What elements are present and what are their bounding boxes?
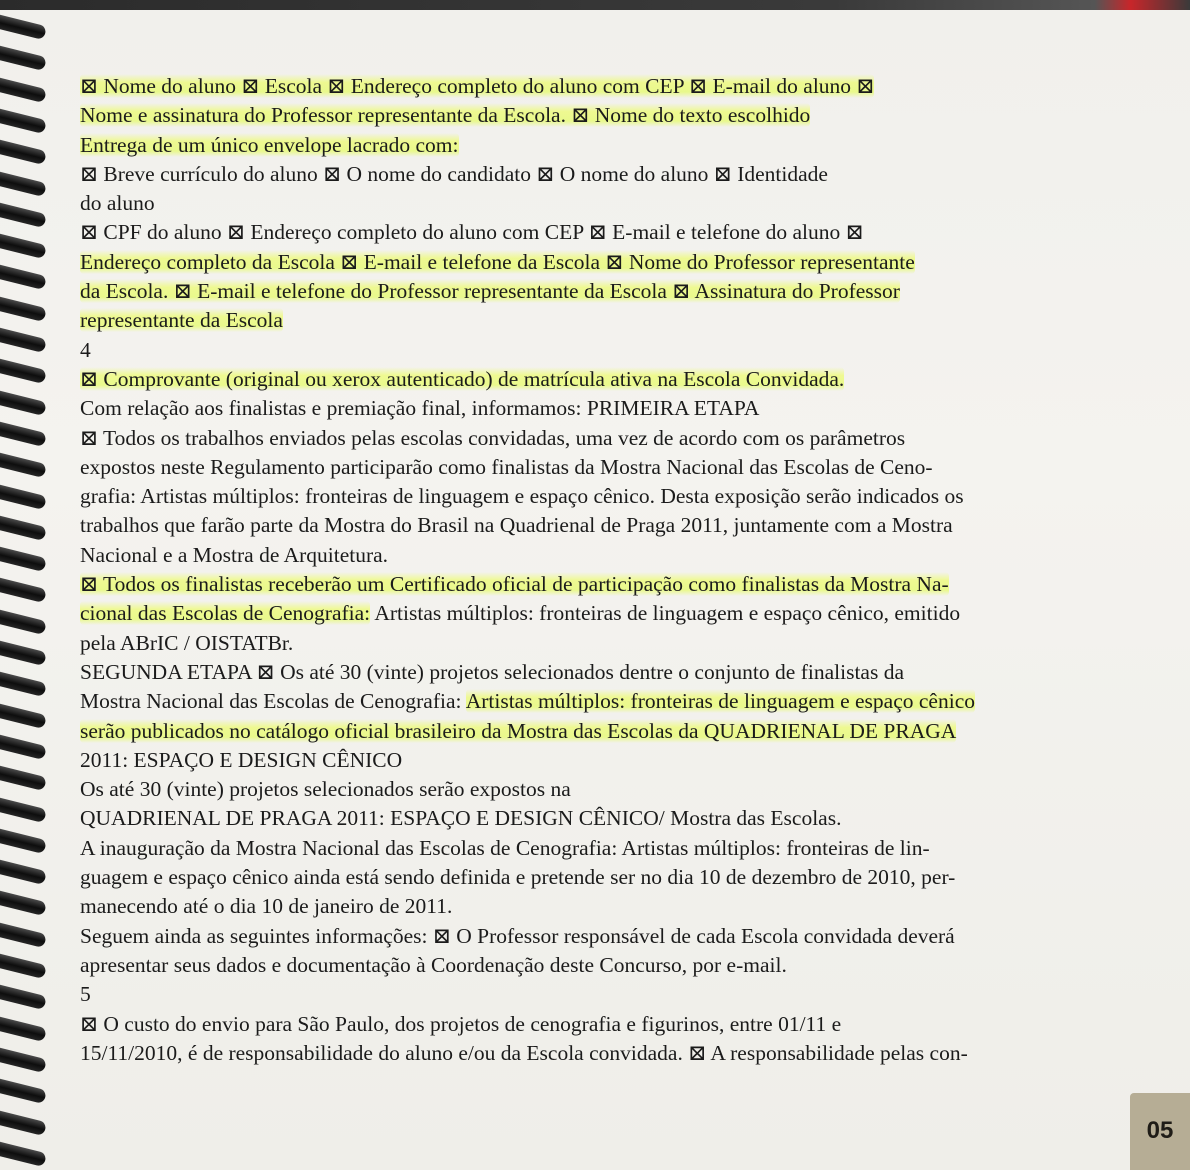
text-segment: do aluno bbox=[80, 191, 155, 216]
text-line bbox=[80, 511, 1120, 540]
text-line bbox=[80, 804, 1120, 833]
text-segment: SEGUNDA ETAPA ⊠ Os até 30 (vinte) projetos selecionados dentre o conjunto de finalistas da bbox=[80, 659, 904, 684]
text-line bbox=[80, 160, 1120, 189]
text-line bbox=[80, 541, 1120, 570]
spiral-ring bbox=[0, 14, 47, 40]
page-number: 05 bbox=[1146, 1117, 1174, 1144]
spiral-ring bbox=[0, 546, 47, 572]
text-line bbox=[80, 834, 1120, 863]
spiral-ring bbox=[0, 1141, 47, 1167]
spiral-ring bbox=[0, 139, 47, 165]
text-segment: A inauguração da Mostra Nacional das Escolas de Cenografia: Artistas múltiplos: fronteiras de lin- bbox=[80, 835, 930, 860]
page-number-badge bbox=[1130, 1093, 1190, 1170]
text-line bbox=[80, 863, 1120, 892]
spiral-ring bbox=[0, 953, 47, 979]
spiral-ring bbox=[0, 1016, 47, 1042]
text-line bbox=[80, 101, 1120, 130]
text-segment: QUADRIENAL DE PRAGA 2011: ESPAÇO E DESIGN CÊNICO/ Mostra das Escolas. bbox=[80, 806, 842, 831]
spiral-ring bbox=[0, 77, 47, 103]
text-line bbox=[80, 482, 1120, 511]
spiral-ring bbox=[0, 671, 47, 697]
text-line bbox=[80, 72, 1120, 101]
text-segment: manecendo até o dia 10 de janeiro de 2011. bbox=[80, 894, 453, 919]
text-segment: ⊠ Todos os trabalhos enviados pelas escolas convidadas, uma vez de acordo com os parâmetros bbox=[80, 425, 906, 450]
spiral-ring bbox=[0, 358, 47, 384]
text-segment: pela ABrIC / OISTATBr. bbox=[80, 630, 294, 655]
text-segment: ⊠ CPF do aluno ⊠ Endereço completo do aluno com CEP ⊠ E-mail e telefone do aluno ⊠ bbox=[80, 220, 864, 245]
spiral-ring bbox=[0, 890, 47, 916]
highlighted-text: Artistas múltiplos: fronteiras de linguagem e espaço cênico bbox=[465, 689, 975, 714]
text-segment: 15/11/2010, é de responsabilidade do aluno e/ou da Escola convidada. ⊠ A responsabilidade pelas con- bbox=[80, 1040, 968, 1065]
text-segment: apresentar seus dados e documentação à Coordenação deste Concurso, por e-mail. bbox=[80, 952, 787, 977]
text-segment: Os até 30 (vinte) projetos selecionados serão expostos na bbox=[80, 777, 571, 802]
text-segment: Nacional e a Mostra de Arquitetura. bbox=[80, 542, 389, 567]
spiral-ring bbox=[0, 452, 47, 478]
spiral-ring bbox=[0, 828, 47, 854]
text-segment: Com relação aos finalistas e premiação final, informamos: PRIMEIRA ETAPA bbox=[80, 396, 760, 421]
spiral-ring bbox=[0, 327, 47, 353]
spiral-ring bbox=[0, 640, 47, 666]
text-line bbox=[80, 570, 1120, 599]
text-line bbox=[80, 892, 1120, 921]
text-line bbox=[80, 277, 1120, 306]
spiral-ring bbox=[0, 515, 47, 541]
text-line bbox=[80, 248, 1120, 277]
spiral-ring bbox=[0, 108, 47, 134]
spiral-ring bbox=[0, 922, 47, 948]
spiral-ring bbox=[0, 390, 47, 416]
spiral-ring bbox=[0, 796, 47, 822]
text-line bbox=[80, 951, 1120, 980]
text-line bbox=[80, 746, 1120, 775]
text-segment: grafia: Artistas múltiplos: fronteiras de linguagem e espaço cênico. Desta exposição serão indicados os bbox=[80, 484, 964, 509]
spiral-ring bbox=[0, 1078, 47, 1104]
top-edge bbox=[0, 0, 1190, 10]
spiral-ring bbox=[0, 483, 47, 509]
text-line bbox=[80, 1010, 1120, 1039]
spiral-binding bbox=[0, 10, 70, 1170]
highlighted-text: cional das Escolas de Cenografia: bbox=[80, 601, 371, 626]
spiral-ring bbox=[0, 577, 47, 603]
text-segment: 2011: ESPAÇO E DESIGN CÊNICO bbox=[80, 747, 403, 772]
text-line bbox=[80, 658, 1120, 687]
text-line bbox=[80, 599, 1120, 628]
highlighted-text: serão publicados no catálogo oficial brasileiro da Mostra das Escolas da QUADRIENAL DE PRAGA bbox=[80, 718, 957, 743]
text-line bbox=[80, 629, 1120, 658]
highlighted-text: Nome e assinatura do Professor representante da Escola. ⊠ Nome do texto escolhido bbox=[80, 103, 811, 128]
spiral-ring bbox=[0, 1109, 47, 1135]
highlighted-text: ⊠ Comprovante (original ou xerox autenticado) de matrícula ativa na Escola Convidada. bbox=[80, 366, 845, 391]
text-line bbox=[80, 775, 1120, 804]
highlighted-text: ⊠ Todos os finalistas receberão um Certificado oficial de participação como finalistas da Mostra Na- bbox=[80, 572, 949, 597]
text-line bbox=[80, 424, 1120, 453]
spiral-ring bbox=[0, 421, 47, 447]
text-line bbox=[80, 1039, 1120, 1068]
text-line bbox=[80, 687, 1120, 716]
text-line bbox=[80, 306, 1120, 335]
text-line bbox=[80, 922, 1120, 951]
highlighted-text: Entrega de um único envelope lacrado com: bbox=[80, 132, 459, 157]
spiral-ring bbox=[0, 765, 47, 791]
spiral-ring bbox=[0, 984, 47, 1010]
text-line bbox=[80, 453, 1120, 482]
text-line bbox=[80, 189, 1120, 218]
text-segment: 4 bbox=[80, 337, 91, 362]
text-segment: Artistas múltiplos: fronteiras de linguagem e espaço cênico, emitido bbox=[370, 601, 961, 626]
text-segment: ⊠ Breve currículo do aluno ⊠ O nome do candidato ⊠ O nome do aluno ⊠ Identidade bbox=[80, 161, 828, 186]
text-line bbox=[80, 131, 1120, 160]
text-line bbox=[80, 394, 1120, 423]
text-segment: guagem e espaço cênico ainda está sendo definida e pretende ser no dia 10 de dezembro de 2010, per- bbox=[80, 865, 956, 890]
spiral-ring bbox=[0, 734, 47, 760]
highlighted-text: ⊠ Nome do aluno ⊠ Escola ⊠ Endereço completo do aluno com CEP ⊠ E-mail do aluno ⊠ bbox=[80, 74, 875, 98]
document-body bbox=[80, 72, 1120, 1068]
text-line bbox=[80, 336, 1120, 365]
spiral-ring bbox=[0, 1047, 47, 1073]
text-line bbox=[80, 365, 1120, 394]
text-segment: Seguem ainda as seguintes informações: ⊠ O Professor responsável de cada Escola convidada deverá bbox=[80, 923, 955, 948]
text-segment: 5 bbox=[80, 982, 91, 1007]
spiral-ring bbox=[0, 703, 47, 729]
text-segment: ⊠ O custo do envio para São Paulo, dos projetos de cenografia e figurinos, entre 01/11 e bbox=[80, 1011, 842, 1036]
spiral-ring bbox=[0, 296, 47, 322]
text-line bbox=[80, 717, 1120, 746]
spiral-ring bbox=[0, 233, 47, 259]
text-segment: expostos neste Regulamento participarão como finalistas da Mostra Nacional das Escolas de Ceno- bbox=[80, 454, 933, 479]
highlighted-text: Endereço completo da Escola ⊠ E-mail e telefone da Escola ⊠ Nome do Professor representante bbox=[80, 249, 915, 274]
spiral-ring bbox=[0, 45, 47, 71]
text-segment: trabalhos que farão parte da Mostra do Brasil na Quadrienal de Praga 2011, juntamente com a Mostra bbox=[80, 513, 953, 538]
text-segment: Mostra Nacional das Escolas de Cenografia: bbox=[80, 689, 466, 714]
text-line bbox=[80, 218, 1120, 247]
highlighted-text: representante da Escola bbox=[80, 308, 283, 333]
spiral-ring bbox=[0, 202, 47, 228]
text-line bbox=[80, 980, 1120, 1009]
spiral-ring bbox=[0, 859, 47, 885]
spiral-ring bbox=[0, 170, 47, 196]
spiral-ring bbox=[0, 264, 47, 290]
highlighted-text: da Escola. ⊠ E-mail e telefone do Professor representante da Escola ⊠ Assinatura do Professor bbox=[80, 279, 900, 304]
spiral-ring bbox=[0, 609, 47, 635]
